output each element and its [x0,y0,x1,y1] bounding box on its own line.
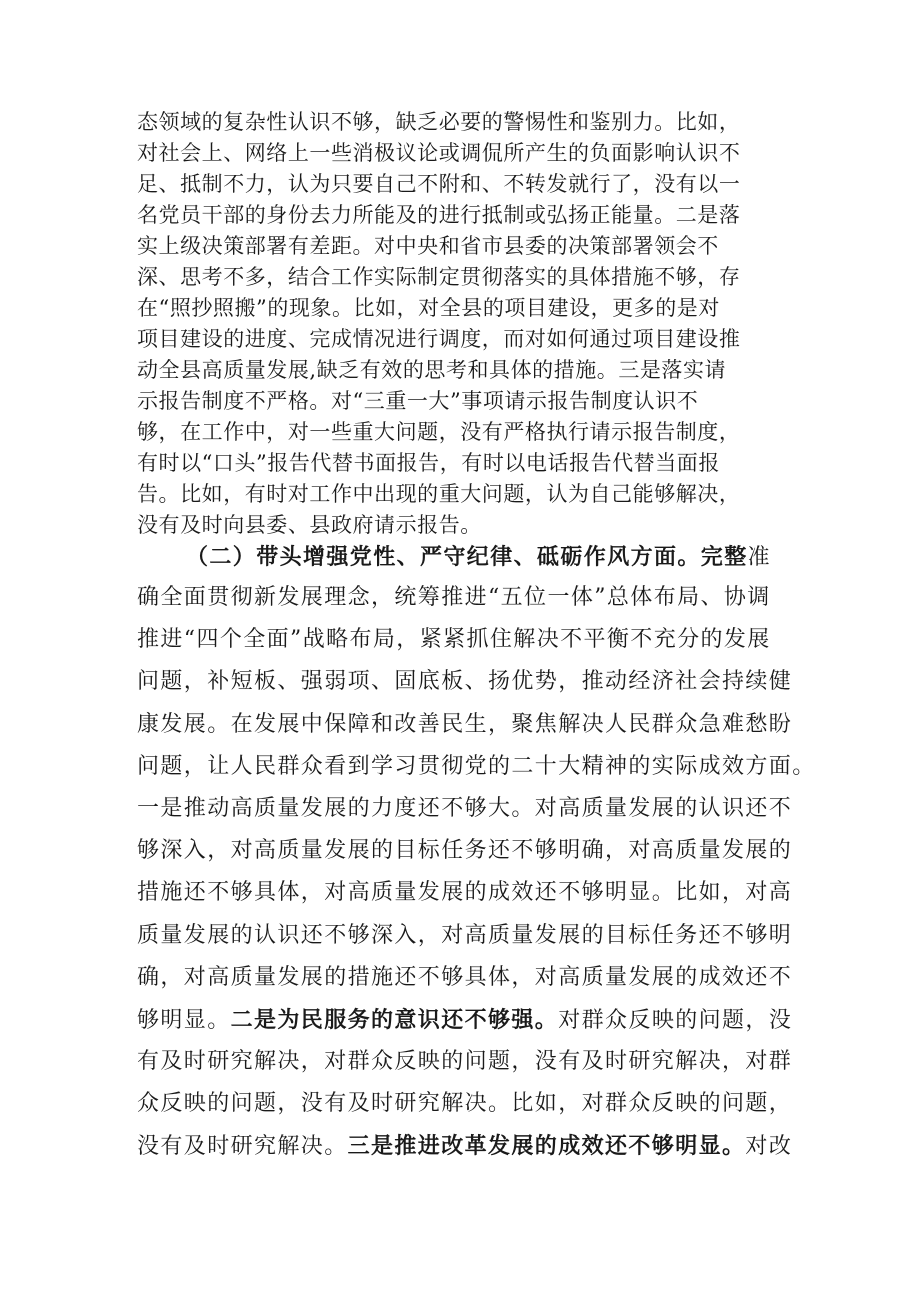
body-text: 对改 [745,1134,793,1159]
body-line: 名党员干部的身份去力所能及的进行抵制或弘扬正能量。二是落 [137,203,741,227]
section-heading [186,542,771,573]
body-line: 在“照抄照搬”的现象。比如，对全县的项目建设，更多的是对 [137,296,720,320]
body-line: 深、思考不多，结合工作实际制定贯彻落实的具体措施不够，存 [137,265,741,289]
section-heading-bold: （二）带头增强党性、严守纪律、砥砺作风方面。完整 [186,544,748,570]
body-line: 够，在工作中，对一些重大问题，没有严格执行请示报告制度， [137,420,741,444]
point-heading-3: 三是推进改革发展的成效还不够明显。 [347,1133,746,1159]
body-line: 确全面贯彻新发展理念，统筹推进“五位一体”总体布局、协调 [137,585,771,610]
body-line: 有时以“口头”报告代替书面报告，有时以电话报告代替当面报 [137,451,720,475]
body-line [137,1005,792,1036]
body-line: 一是推动高质量发展的力度还不够大。对高质量发展的认识还不 [137,796,793,821]
body-line: 项目建设的进度、完成情况进行调度，而对如何通过项目建设推 [137,327,741,351]
body-text: 对群众反映的问题，没 [558,1008,793,1033]
body-line [137,1131,792,1162]
body-line: 问题，让人民群众看到学习贯彻党的二十大精神的实际成效方面。 [137,754,816,779]
body-line: 足、抵制不力，认为只要自己不附和、不转发就行了，没有以一 [137,172,741,196]
body-line: 动全县高质量发展,缺乏有效的思考和具体的措施。三是落实请 [137,358,727,382]
body-line: 够深入，对高质量发展的目标任务还不够明确，对高质量发展的 [137,838,793,863]
body-line: 对社会上、网络上一些消极议论或调侃所产生的负面影响认识不 [137,141,741,165]
body-line: 确，对高质量发展的措施还不够具体，对高质量发展的成效还不 [137,965,793,990]
section-heading-rest: 准 [747,545,772,570]
body-line: 实上级决策部署有差距。对中央和省市县委的决策部署领会不 [137,234,719,258]
body-line: 示报告制度不严格。对“三重一大”事项请示报告制度认识不 [137,389,699,413]
body-line: 质量发展的认识还不够深入，对高质量发展的目标任务还不够明 [137,923,793,948]
body-text: 没有及时研究解决。 [137,1134,348,1159]
body-line: 众反映的问题，没有及时研究解决。比如，对群众反映的问题， [137,1091,793,1116]
body-line: 推进“四个全面”战略布局，紧紧抓住解决不平衡不充分的发展 [137,627,771,652]
body-line: 态领域的复杂性认识不够，缺乏必要的警惕性和鉴别力。比如， [137,110,741,134]
body-line: 措施还不够具体，对高质量发展的成效还不够明显。比如，对高 [137,880,793,905]
point-heading-2: 二是为民服务的意识还不够强。 [230,1007,559,1033]
body-line: 有及时研究解决，对群众反映的问题，没有及时研究解决，对群 [137,1049,793,1074]
body-text: 够明显。 [137,1008,231,1033]
body-line: 没有及时向县委、县政府请示报告。 [137,513,482,537]
body-line: 康发展。在发展中保障和改善民生，聚焦解决人民群众急难愁盼 [137,712,793,737]
body-line: 问题，补短板、强弱项、固底板、扬优势，推动经济社会持续健 [137,669,793,694]
body-line: 告。比如，有时对工作中出现的重大问题，认为自己能够解决， [137,482,741,506]
